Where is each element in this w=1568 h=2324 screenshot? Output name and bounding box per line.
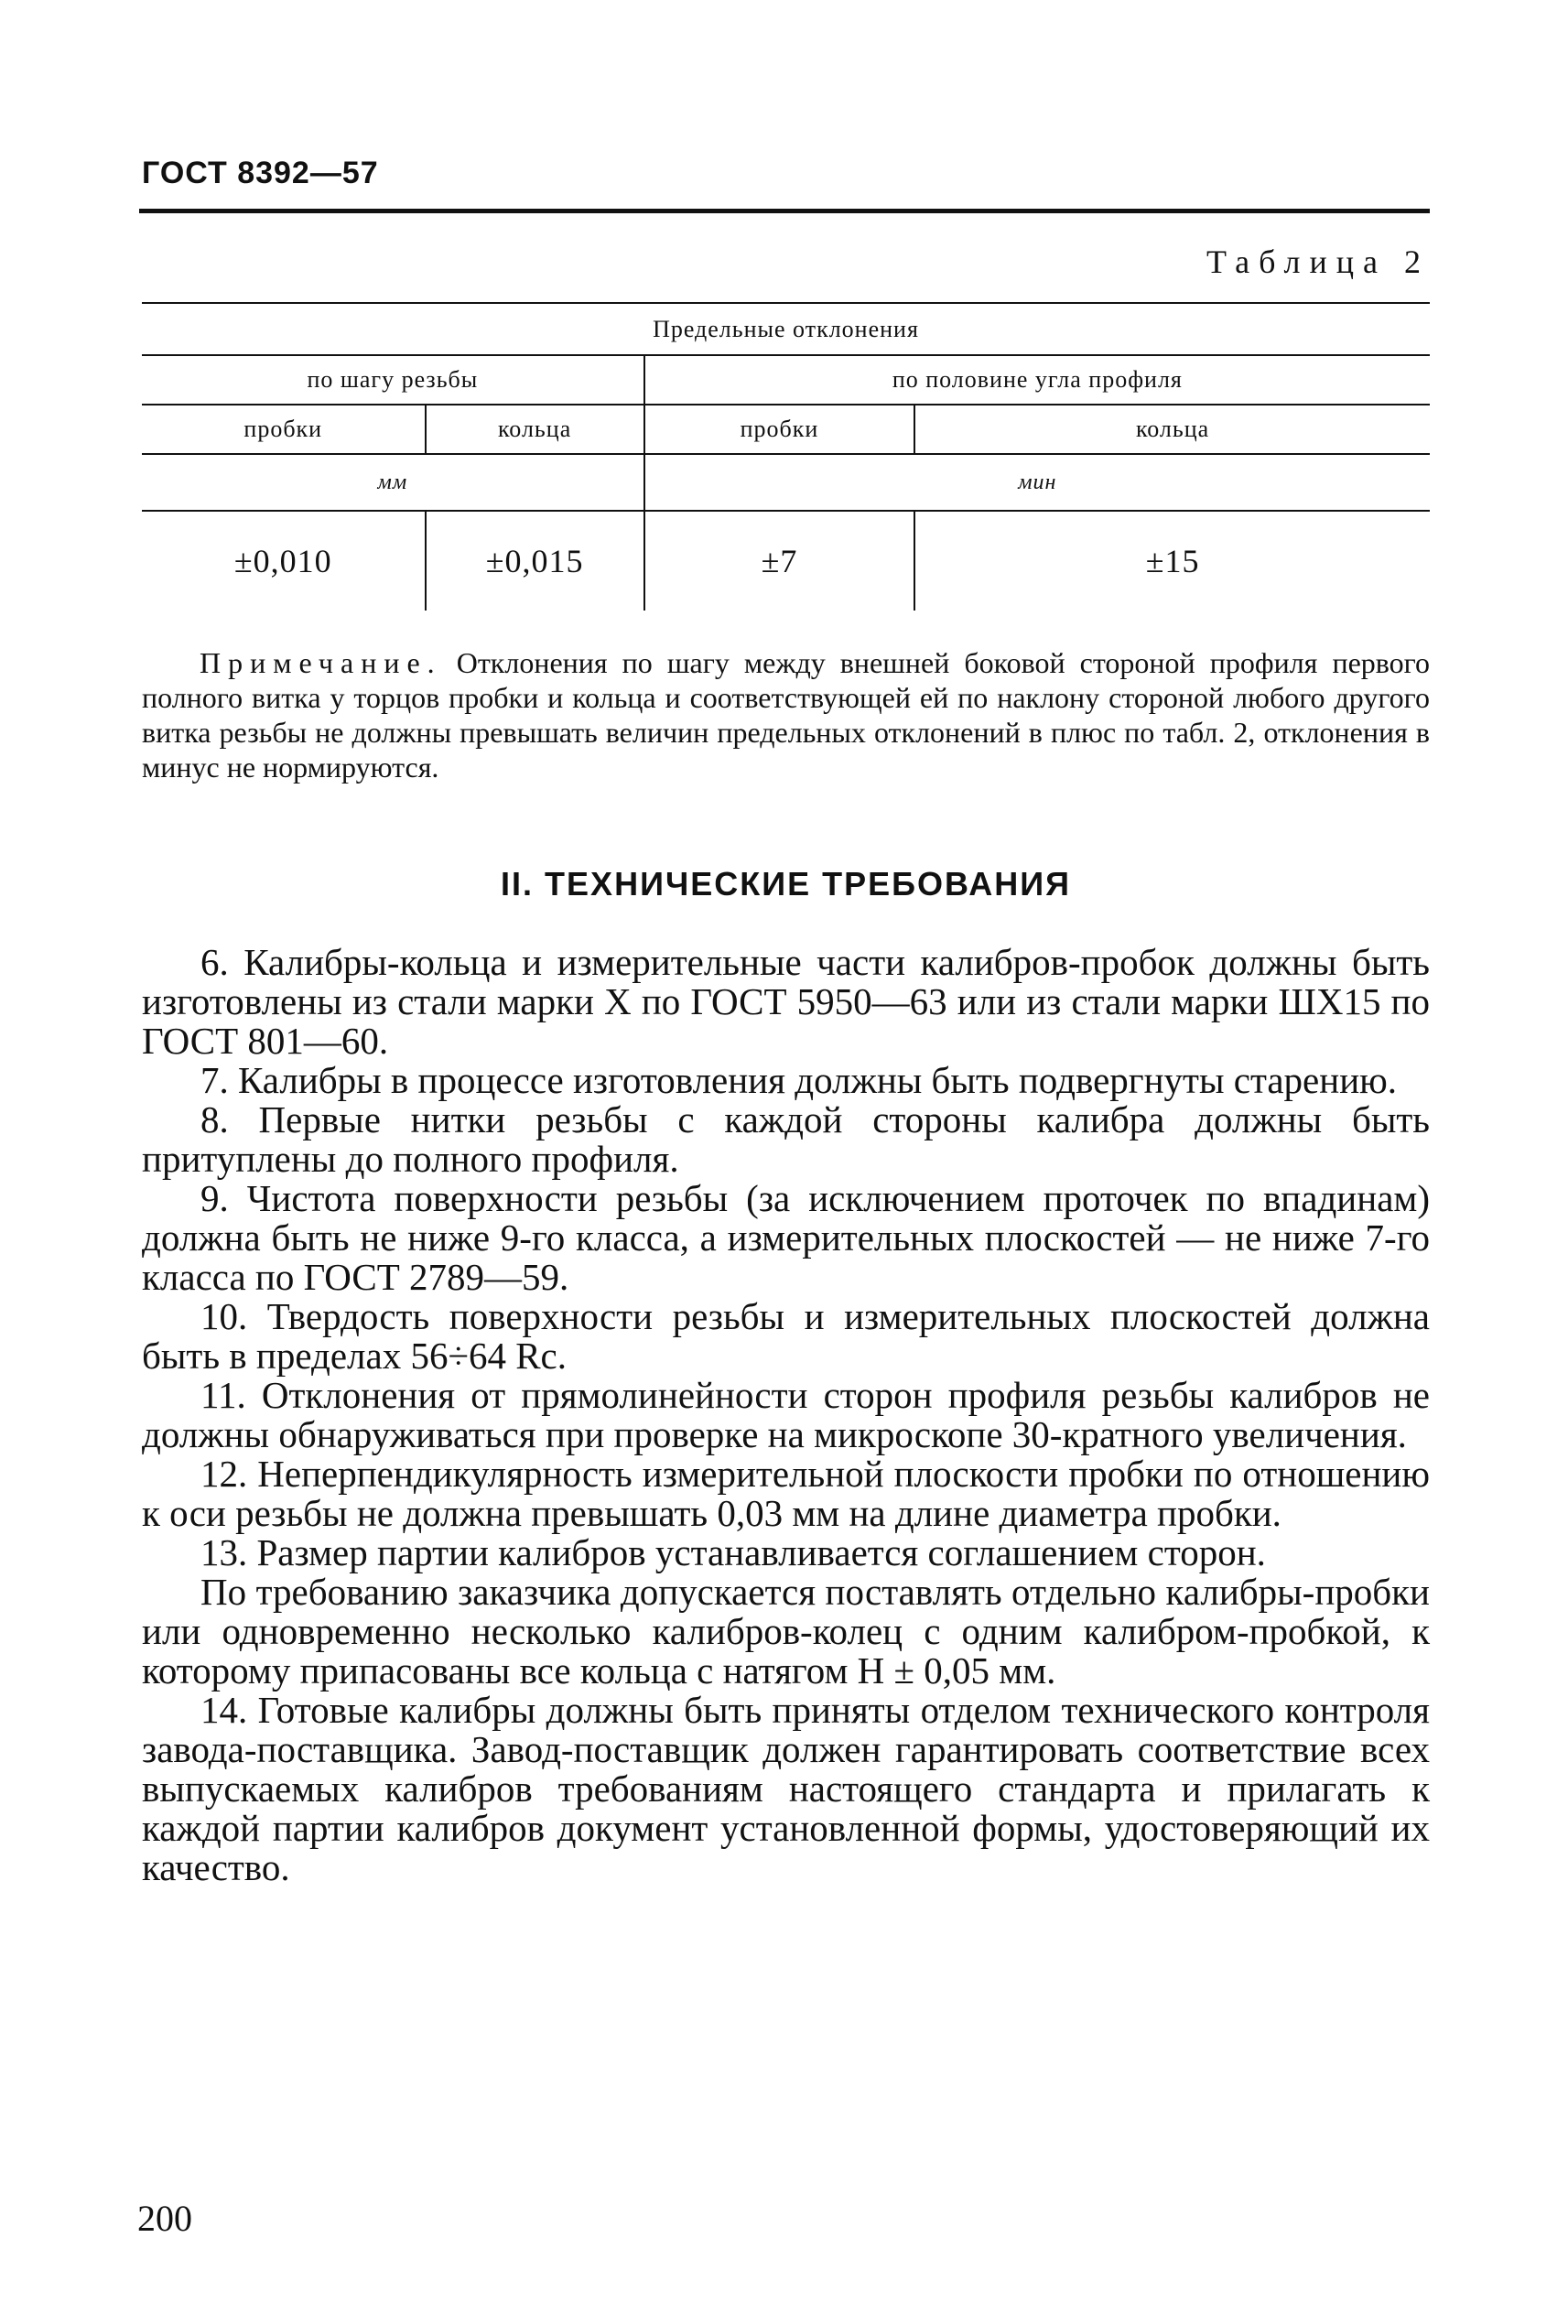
header-rule [139,209,1430,213]
section-heading: II. ТЕХНИЧЕСКИЕ ТРЕБОВАНИЯ [501,865,1071,903]
column-header: кольца [426,405,644,454]
clause: 8. Первые нитки резьбы с каждой стороны калибра должны быть притуплены до полного профиля. [142,1098,1430,1180]
requirements-list [142,943,1430,1887]
table-cell: ±15 [914,511,1430,611]
document-header: ГОСТ 8392—57 [142,156,379,190]
sub-header-pitch: по шагу резьбы [142,355,644,405]
sub-header-angle: по половине угла профиля [644,355,1430,405]
note-text: Отклонения по шагу между внешней боковой стороной профиля первого полного витка у торцов пробки и кольца и соответствующей ей по наклону стороной любого другого витка резьбы не должны превышать величин предельных отклонений в плюс по табл. 2, отклонения в минус не нормируются. [142,646,1431,784]
page-number: 200 [137,2198,192,2239]
clause: 9. Чистота поверхности резьбы (за исключением проточек по впадинам) должна быть не ниже 9-го класса, а измерительных плоскостей — не ниже 7-го класса по ГОСТ 2789—59. [142,1177,1430,1298]
table-cell: ±7 [644,511,914,611]
column-header: пробки [644,405,914,454]
clause: 10. Твердость поверхности резьбы и измерительных плоскостей должна быть в пределах 56÷64 Rc. [142,1295,1430,1377]
unit-label: мин [644,454,1430,511]
clause: 12. Неперпендикулярность измерительной плоскости пробки по отношению к оси резьбы не должна превышать 0,03 мм на длине диаметра пробки. [142,1453,1430,1534]
clause: 13. Размер партии калибров устанавливается соглашением сторон. [200,1531,1266,1573]
column-header: пробки [142,405,426,454]
column-header: кольца [914,405,1430,454]
clause: 6. Калибры-кольца и измерительные части калибров-пробок должны быть изготовлены из стали марки Х по ГОСТ 5950—63 или из стали марки ШХ15 по ГОСТ 801—60. [142,941,1430,1062]
note-label: Примечание. [200,646,442,679]
unit-label: мм [142,454,644,511]
clause: 7. Калибры в процессе изготовления должны быть подвергнуты старению. [200,1059,1398,1101]
table-caption: Таблица 2 [1206,243,1430,280]
clause: 11. Отклонения от прямолинейности сторон профиля резьбы калибров не должны обнаруживаться при проверке на микроскопе 30-кратного увеличения. [142,1374,1430,1455]
table-cell: ±0,010 [142,511,426,611]
table-cell: ±0,015 [426,511,644,611]
table-note [142,645,1430,784]
clause: По требованию заказчика допускается поставлять отдельно калибры-пробки или одновременно несколько калибров-колец с одним калибром-пробкой, к которому припасованы все кольца с натягом H ± 0,05 мм. [142,1571,1430,1692]
limits-table [142,302,1430,611]
clause: 14. Готовые калибры должны быть приняты отделом технического контроля завода-поставщика. Завод-поставщик должен гарантировать соответствие всех выпускаемых калибров требованиям настоящего стандарта и прилагать к каждой партии калибров документ установленной формы, удостоверяющий их качество. [142,1689,1430,1888]
group-header: Предельные отклонения [142,303,1430,355]
